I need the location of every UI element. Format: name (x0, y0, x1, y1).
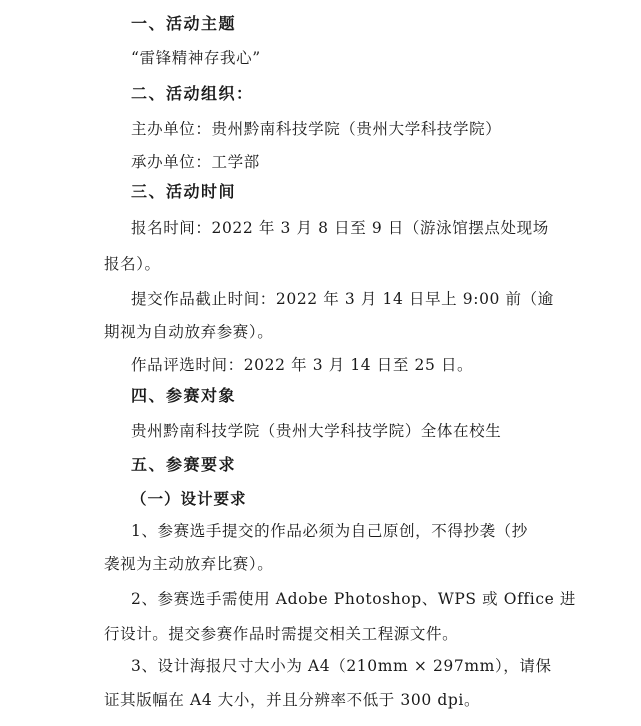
registration-time-continuation: 报名）。 (104, 255, 161, 273)
organizer-line: 主办单位：贵州黔南科技学院（贵州大学科技学院） (131, 120, 502, 138)
requirement-1-continuation: 袭视为主动放弃比赛）。 (104, 555, 274, 573)
co-organizer-line: 承办单位：工学部 (131, 153, 260, 171)
requirement-3-line: 3、设计海报尺寸大小为 A4（210mm × 297mm），请保 (131, 657, 552, 675)
subsection-heading-design-requirements: （一）设计要求 (131, 490, 247, 508)
section-heading-organization: 二、活动组织： (131, 84, 254, 103)
judging-time-line: 作品评选时间：2022 年 3 月 14 日至 25 日。 (131, 356, 474, 374)
requirement-3-continuation: 证其版幅在 A4 大小，并且分辨率不低于 300 dpi。 (104, 691, 481, 709)
requirement-2-continuation: 行设计。提交参赛作品时需提交相关工程源文件。 (104, 625, 459, 643)
participants-line: 贵州黔南科技学院（贵州大学科技学院）全体在校生 (131, 422, 502, 440)
section-heading-requirements: 五、参赛要求 (131, 455, 237, 474)
section-heading-participants: 四、参赛对象 (131, 386, 237, 405)
submission-deadline-continuation: 期视为自动放弃参赛）。 (104, 323, 274, 341)
requirement-1-line: 1、参赛选手提交的作品必须为自己原创，不得抄袭（抄 (131, 522, 528, 540)
submission-deadline-line: 提交作品截止时间：2022 年 3 月 14 日早上 9:00 前（逾 (131, 290, 554, 308)
section-heading-time: 三、活动时间 (131, 182, 237, 201)
section-heading-theme: 一、活动主题 (131, 14, 237, 33)
theme-text: “雷锋精神存我心” (131, 49, 261, 67)
registration-time-line: 报名时间：2022 年 3 月 8 日至 9 日（游泳馆摆点处现场 (131, 219, 549, 237)
requirement-2-line: 2、参赛选手需使用 Adobe Photoshop、WPS 或 Office 进 (131, 590, 577, 608)
